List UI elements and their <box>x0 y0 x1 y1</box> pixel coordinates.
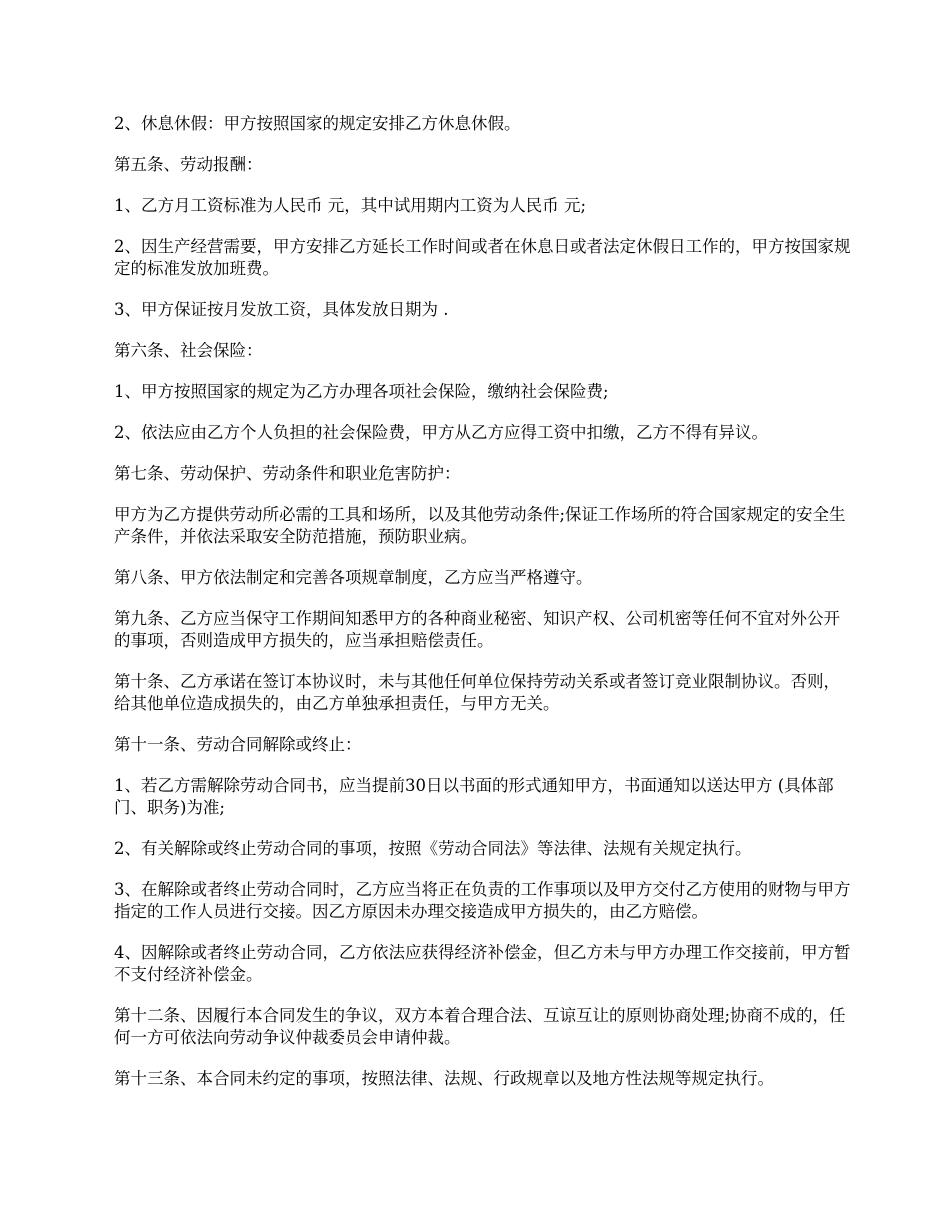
paragraph-labor-protection: 甲方为乙方提供劳动所必需的工具和场所，以及其他劳动条件;保证工作场所的符合国家规定的安全生产条件，并依法采取安全防范措施，预防职业病。 <box>114 505 846 546</box>
paragraph-article-8: 第八条、甲方依法制定和完善各项规章制度，乙方应当严格遵守。 <box>114 568 593 587</box>
paragraph-overtime-pay: 2、因生产经营需要，甲方安排乙方延长工作时间或者在休息日或者法定休假日工作的，甲方按国家规定的标准发放加班费。 <box>114 237 851 278</box>
paragraph-insurance-deduction: 2、依法应由乙方个人负担的社会保险费，甲方从乙方应得工资中扣缴，乙方不得有异议。 <box>114 423 768 442</box>
paragraph-article-12: 第十二条、因履行本合同发生的争议，双方本着合理合法、互谅互让的原则协商处理;协商不成的，任何一方可依法向劳动争议仲裁委员会申请仲裁。 <box>114 1006 846 1047</box>
heading-article-7: 第七条、劳动保护、劳动条件和职业危害防护： <box>114 464 461 483</box>
paragraph-pay-date: 3、甲方保证按月发放工资，具体发放日期为 . <box>114 300 449 319</box>
paragraph-article-13: 第十三条、本合同未约定的事项，按照法律、法规、行政规章以及地方性法规等规定执行。 <box>114 1069 774 1088</box>
heading-article-5: 第五条、劳动报酬： <box>114 155 263 174</box>
paragraph-compensation: 4、因解除或者终止劳动合同，乙方依法应获得经济补偿金，但乙方未与甲方办理工作交接前，甲方暂不支付经济补偿金。 <box>114 943 851 984</box>
paragraph-social-insurance: 1、甲方按照国家的规定为乙方办理各项社会保险，缴纳社会保险费; <box>114 382 609 401</box>
paragraph-article-10: 第十条、乙方承诺在签订本协议时，未与其他任何单位保持劳动关系或者签订竞业限制协议。否则，给其他单位造成损失的，由乙方单独承担责任，与甲方无关。 <box>114 672 840 713</box>
paragraph-monthly-wage: 1、乙方月工资标准为人民币 元，其中试用期内工资为人民币 元; <box>114 196 587 215</box>
paragraph-termination-law: 2、有关解除或终止劳动合同的事项，按照《劳动合同法》等法律、法规有关规定执行。 <box>114 839 752 858</box>
document-body <box>114 113 854 1109</box>
paragraph-handover: 3、在解除或者终止劳动合同时，乙方应当将正在负责的工作事项以及甲方交付乙方使用的财物与甲方指定的工作人员进行交接。因乙方原因未办理交接造成甲方损失的，由乙方赔偿。 <box>114 880 851 921</box>
paragraph-rest-leave: 2、休息休假：甲方按照国家的规定安排乙方休息休假。 <box>114 114 521 133</box>
paragraph-termination-notice: 1、若乙方需解除劳动合同书，应当提前30日以书面的形式通知甲方，书面通知以送达甲方 (具体部门、职务)为准; <box>114 776 834 817</box>
heading-article-6: 第六条、社会保险： <box>114 341 263 360</box>
heading-article-11: 第十一条、劳动合同解除或终止： <box>114 735 362 754</box>
paragraph-article-9: 第九条、乙方应当保守工作期间知悉甲方的各种商业秘密、知识产权、公司机密等任何不宜对外公开的事项，否则造成甲方损失的，应当承担赔偿责任。 <box>114 609 840 650</box>
